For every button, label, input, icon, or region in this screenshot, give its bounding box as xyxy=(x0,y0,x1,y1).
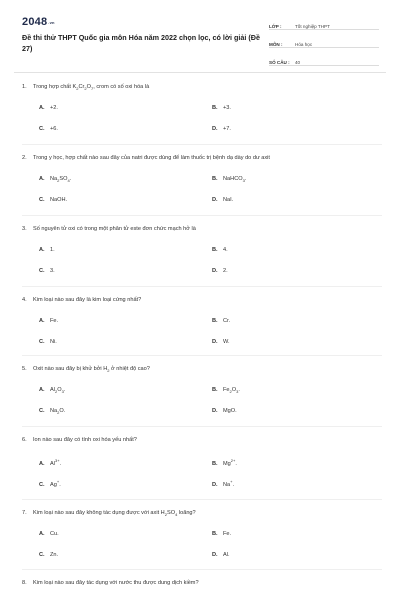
option-text: NaI. xyxy=(223,197,234,203)
option-text: +6. xyxy=(50,126,58,132)
option-text: NaHCO$_3$. xyxy=(223,176,247,184)
question-3 xyxy=(22,224,382,276)
option-letter: A. xyxy=(39,318,45,324)
question-stem: Kim loại nào sau đây tác dụng với nước thu được dung dịch kiềm? xyxy=(33,580,199,586)
meta-value: 40 xyxy=(295,60,301,65)
option-text: Zn. xyxy=(50,552,59,558)
option-text: 2. xyxy=(223,268,228,274)
question-divider xyxy=(22,426,382,427)
option-letter: C. xyxy=(39,408,45,414)
meta-key: MÔN : xyxy=(269,42,283,47)
option-letter: B. xyxy=(212,318,218,324)
option-text: 1. xyxy=(50,247,55,253)
option-text: +3. xyxy=(223,105,231,111)
logo-suffix: .vn xyxy=(48,19,55,25)
option-text: Na+. xyxy=(223,479,235,488)
answer-option[interactable] xyxy=(39,174,71,186)
option-text: 3. xyxy=(50,268,55,274)
question-divider xyxy=(22,569,382,570)
option-text: Ni. xyxy=(50,339,57,345)
option-text: NaOH. xyxy=(50,197,68,203)
option-letter: D. xyxy=(212,408,218,414)
option-row xyxy=(22,456,382,466)
question-7 xyxy=(22,508,382,560)
question-number: 6. xyxy=(22,437,27,443)
question-number: 2. xyxy=(22,155,27,161)
answer-option[interactable] xyxy=(39,103,58,113)
answer-option[interactable] xyxy=(212,456,237,469)
question-text xyxy=(22,508,382,518)
answer-option[interactable] xyxy=(39,406,65,418)
option-letter: D. xyxy=(212,552,218,558)
option-text: Al. xyxy=(223,552,230,558)
question-divider xyxy=(22,355,382,356)
question-number: 7. xyxy=(22,510,27,516)
answer-option[interactable] xyxy=(39,385,65,397)
option-text: W. xyxy=(223,339,230,345)
answer-option[interactable] xyxy=(212,477,234,490)
question-stem: Kim loại nào sau đây là kim loại cứng nhất? xyxy=(33,297,142,303)
option-row xyxy=(22,477,382,487)
answer-option[interactable] xyxy=(212,266,228,276)
option-row xyxy=(22,406,382,416)
question-divider xyxy=(22,144,382,145)
answer-option[interactable] xyxy=(212,337,230,347)
question-divider xyxy=(22,499,382,500)
answer-option[interactable] xyxy=(39,550,58,560)
option-text: $Mg^{2+}$. xyxy=(223,458,237,467)
option-letter: C. xyxy=(39,339,45,345)
question-6 xyxy=(22,435,382,487)
question-divider xyxy=(22,286,382,287)
question-text xyxy=(22,435,382,445)
question-5 xyxy=(22,364,382,416)
option-row xyxy=(22,174,382,184)
option-text: Ag+. xyxy=(50,479,61,488)
meta-key: LỚP : xyxy=(269,24,282,29)
question-number: 1. xyxy=(22,84,27,90)
answer-option[interactable] xyxy=(212,245,228,255)
option-text: Cu. xyxy=(50,531,59,537)
answer-option[interactable] xyxy=(39,195,67,205)
option-letter: B. xyxy=(212,387,218,393)
answer-option[interactable] xyxy=(39,456,61,469)
meta-row-class xyxy=(269,16,379,30)
option-row xyxy=(22,529,382,539)
option-text: $Al_2O_3$. xyxy=(50,387,66,395)
answer-option[interactable] xyxy=(212,550,230,560)
answer-option[interactable] xyxy=(39,124,58,134)
option-letter: A. xyxy=(39,387,45,393)
answer-option[interactable] xyxy=(212,406,237,416)
answer-option[interactable] xyxy=(212,529,231,539)
question-text xyxy=(22,578,382,588)
option-text: Cr. xyxy=(223,318,231,324)
option-letter: B. xyxy=(212,460,218,467)
question-number: 8. xyxy=(22,580,27,586)
question-stem: Trong y học, hợp chất nào sau đây của natri được dùng để làm thuốc trị bệnh dạ dày do dư axit xyxy=(33,155,270,161)
option-letter: A. xyxy=(39,531,45,537)
option-text: $Fe_2O_3$. xyxy=(223,387,240,395)
option-letter: D. xyxy=(212,268,218,274)
option-row xyxy=(22,103,382,113)
question-stem: Trong hợp chất $K_2Cr_2O_7$, crom có số oxi hóa là xyxy=(33,84,150,92)
option-letter: B. xyxy=(212,247,218,253)
option-row xyxy=(22,337,382,347)
meta-value: Hóa học xyxy=(295,42,313,47)
question-4 xyxy=(22,295,382,347)
question-8 xyxy=(22,578,382,588)
option-letter: D. xyxy=(212,126,218,132)
document-header xyxy=(14,12,386,66)
option-letter: A. xyxy=(39,460,45,467)
question-text xyxy=(22,82,382,92)
option-row xyxy=(22,195,382,205)
option-letter: A. xyxy=(39,105,45,111)
answer-option[interactable] xyxy=(212,385,240,397)
question-2 xyxy=(22,153,382,205)
option-letter: C. xyxy=(39,126,45,132)
meta-value: Tốt nghiệp THPT xyxy=(295,24,330,29)
logo-text: 2048 xyxy=(22,16,48,28)
question-1 xyxy=(22,82,382,134)
option-letter: C. xyxy=(39,268,45,274)
answer-option[interactable] xyxy=(212,103,231,113)
option-letter: D. xyxy=(212,481,218,488)
option-text: $Al^{3+}$. xyxy=(50,458,62,467)
option-text: +2. xyxy=(50,105,58,111)
answer-option[interactable] xyxy=(212,316,230,326)
option-row xyxy=(22,245,382,255)
option-letter: D. xyxy=(212,197,218,203)
question-number: 4. xyxy=(22,297,27,303)
answer-option[interactable] xyxy=(39,316,58,326)
answer-option[interactable] xyxy=(39,477,61,490)
question-stem: Kim loại nào sau đây không tác dụng được với axit $H_2SO_4$ loãng? xyxy=(33,510,196,518)
answer-option[interactable] xyxy=(212,124,231,134)
answer-option[interactable] xyxy=(39,337,57,347)
question-text xyxy=(22,364,382,374)
question-number: 3. xyxy=(22,226,27,232)
question-text xyxy=(22,224,382,234)
meta-key: SỐ CÂU : xyxy=(269,60,290,65)
answer-option[interactable] xyxy=(39,529,59,539)
option-row xyxy=(22,550,382,560)
question-text xyxy=(22,295,382,305)
answer-option[interactable] xyxy=(39,266,55,276)
answer-option[interactable] xyxy=(39,245,55,255)
answer-option[interactable] xyxy=(212,195,233,205)
option-row xyxy=(22,266,382,276)
option-letter: B. xyxy=(212,176,218,182)
option-letter: C. xyxy=(39,481,45,488)
option-row xyxy=(22,316,382,326)
option-letter: B. xyxy=(212,105,218,111)
document-meta xyxy=(269,16,379,70)
option-text: MgO. xyxy=(223,408,237,414)
option-letter: C. xyxy=(39,552,45,558)
meta-row-subject xyxy=(269,34,379,48)
question-text xyxy=(22,153,382,163)
option-text: Fe. xyxy=(50,318,59,324)
option-letter: C. xyxy=(39,197,45,203)
option-row xyxy=(22,385,382,395)
header-divider xyxy=(14,72,386,73)
site-logo[interactable] xyxy=(22,16,55,28)
option-text: Fe. xyxy=(223,531,232,537)
option-letter: A. xyxy=(39,247,45,253)
question-number: 5. xyxy=(22,366,27,372)
question-stem: Ion nào sau đây có tính oxi hóa yếu nhất? xyxy=(33,437,137,443)
option-row xyxy=(22,124,382,134)
option-letter: D. xyxy=(212,339,218,345)
option-text: $Na_2SO_4$. xyxy=(50,176,72,184)
option-text: $Na_2O$. xyxy=(50,408,66,416)
document-title: Đề thi thử THPT Quốc gia môn Hóa năm 2022 chọn lọc, có lời giải (Đề 27) xyxy=(22,33,260,53)
option-letter: A. xyxy=(39,176,45,182)
meta-row-count xyxy=(269,52,379,66)
question-stem: Oxit nào sau đây bị khử bởi $H_2$ ở nhiệt độ cao? xyxy=(33,366,150,374)
option-text: +7. xyxy=(223,126,231,132)
option-letter: B. xyxy=(212,531,218,537)
option-text: 4. xyxy=(223,247,228,253)
question-divider xyxy=(22,215,382,216)
question-stem: Số nguyên tử oxi có trong một phân tử este đơn chức mạch hở là xyxy=(33,226,196,232)
answer-option[interactable] xyxy=(212,174,246,186)
